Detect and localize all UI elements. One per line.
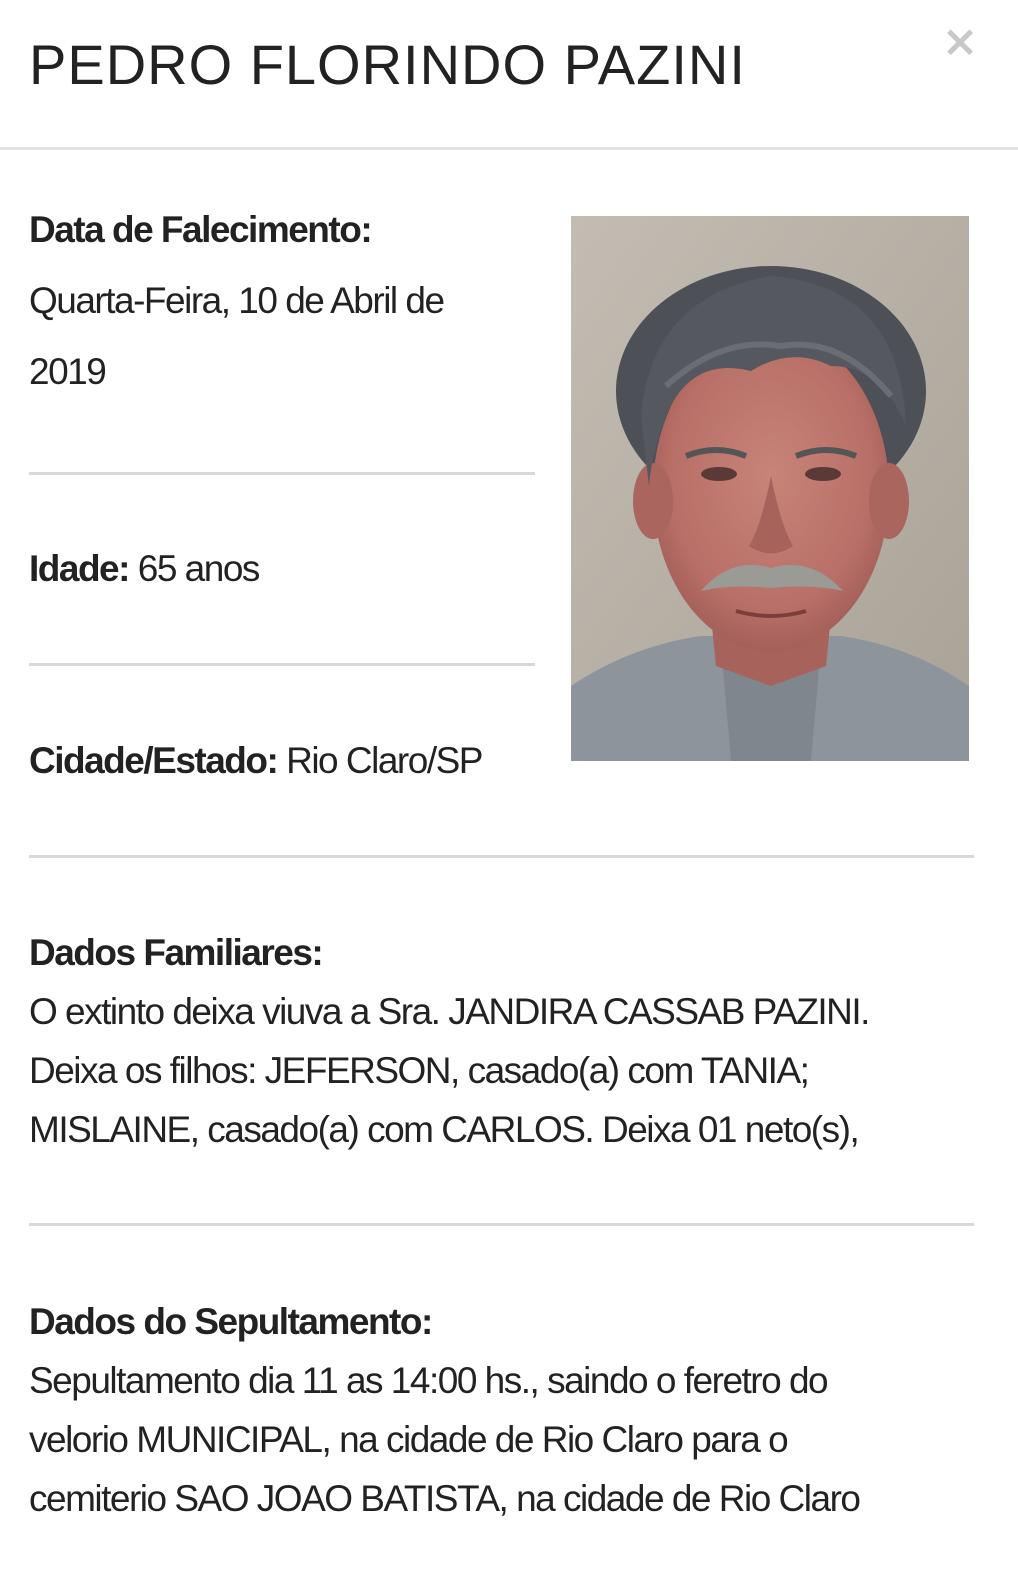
death-date-label-row bbox=[29, 195, 371, 265]
family-line: Deixa os filhos: JEFERSON, casado(a) com TANIA; bbox=[29, 1050, 809, 1091]
death-date-label: Data de Falecimento: bbox=[29, 209, 372, 250]
death-date-line1: Quarta-Feira, 10 de Abril de bbox=[29, 280, 444, 321]
divider bbox=[29, 1223, 974, 1226]
burial-line: Sepultamento dia 11 as 14:00 hs., saindo o feretro do bbox=[29, 1360, 828, 1401]
family-label: Dados Familiares: bbox=[29, 932, 323, 973]
family-section bbox=[29, 923, 969, 1159]
death-date-line2: 2019 bbox=[29, 351, 106, 392]
close-button[interactable] bbox=[940, 16, 980, 67]
burial-line: velorio MUNICIPAL, na cidade de Rio Claro para o bbox=[29, 1419, 788, 1460]
portrait-image bbox=[571, 216, 969, 761]
divider bbox=[29, 663, 535, 666]
page-title: PEDRO FLORINDO PAZINI bbox=[29, 33, 746, 96]
age-label: Idade: bbox=[29, 548, 129, 589]
age-row bbox=[29, 534, 259, 604]
deceased-photo bbox=[571, 216, 969, 761]
family-line: O extinto deixa viuva a Sra. JANDIRA CASSAB PAZINI. bbox=[29, 991, 869, 1032]
age-value: 65 anos bbox=[128, 548, 259, 589]
city-value: Rio Claro/SP bbox=[277, 740, 482, 781]
modal-header bbox=[0, 0, 1018, 150]
city-label: Cidade/Estado: bbox=[29, 740, 278, 781]
burial-line: cemiterio SAO JOAO BATISTA, na cidade de Rio Claro bbox=[29, 1478, 860, 1519]
burial-section bbox=[29, 1292, 969, 1528]
city-row bbox=[29, 726, 482, 796]
burial-label: Dados do Sepultamento: bbox=[29, 1301, 432, 1342]
family-line: MISLAINE, casado(a) com CARLOS. Deixa 01 neto(s), bbox=[29, 1109, 859, 1150]
divider bbox=[29, 472, 535, 475]
divider bbox=[29, 855, 974, 858]
close-icon: × bbox=[941, 16, 979, 67]
